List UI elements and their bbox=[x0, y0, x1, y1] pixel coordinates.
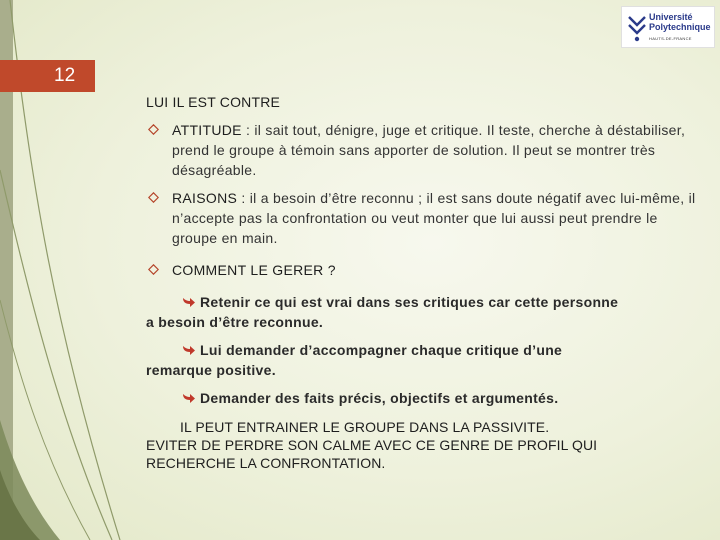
curved-arrow-icon bbox=[182, 344, 196, 356]
bullet-text: : il sait tout, dénigre, juge et critique. Il teste, cherche à déstabiliser, prend le groupe à témoin sans apporter de solution. Il peut se montrer très désagréable. bbox=[172, 122, 686, 178]
bullet-keyword: COMMENT LE GERER ? bbox=[172, 262, 336, 278]
action-text-line2: remarque positive. bbox=[146, 362, 276, 378]
bullet-raisons bbox=[146, 188, 706, 248]
warning-line2: EVITER DE PERDRE SON CALME AVEC CE GENRE DE PROFIL QUI bbox=[146, 437, 598, 453]
action-item bbox=[146, 340, 706, 380]
curved-arrow-icon bbox=[182, 296, 196, 308]
bullet-text: : il a besoin d’être reconnu ; il est sans doute négatif avec lui-même, il n’accepte pas la confrontation ou veut monter que lui aussi peut prendre le groupe en main. bbox=[172, 190, 696, 246]
action-text-line1: Demander des faits précis, objectifs et argumentés. bbox=[200, 390, 559, 406]
warning-line1: IL PEUT ENTRAINER LE GROUPE DANS LA PASSIVITE. bbox=[180, 419, 550, 435]
action-text-line2: a besoin d’être reconnue. bbox=[146, 314, 324, 330]
slide-number-badge bbox=[0, 60, 95, 92]
slide-heading: LUI IL EST CONTRE bbox=[146, 94, 281, 110]
action-item bbox=[146, 388, 706, 408]
logo-text-line1: Université bbox=[649, 12, 693, 22]
action-text-line1: Lui demander d’accompagner chaque critique d’une bbox=[200, 342, 563, 358]
diamond-bullet-icon bbox=[148, 124, 159, 135]
logo-text-line3: HAUTS-DE-FRANCE bbox=[649, 36, 692, 41]
warning-line3: RECHERCHE LA CONFRONTATION. bbox=[146, 455, 386, 471]
action-text-line1: Retenir ce qui est vrai dans ses critiques car cette personne bbox=[200, 294, 619, 310]
action-item bbox=[146, 292, 706, 332]
bullet-keyword: RAISONS bbox=[172, 190, 238, 206]
bullet-comment-le-gerer bbox=[146, 260, 706, 280]
bullet-keyword: ATTITUDE bbox=[172, 122, 242, 138]
curved-arrow-icon bbox=[182, 392, 196, 404]
bullet-attitude bbox=[146, 120, 706, 180]
slide-number: 12 bbox=[54, 65, 76, 86]
warning-paragraph bbox=[146, 418, 706, 472]
diamond-bullet-icon bbox=[148, 192, 159, 203]
logo-mark-icon bbox=[626, 11, 648, 45]
diamond-bullet-icon bbox=[148, 264, 159, 275]
logo-text-line2: Polytechnique bbox=[649, 22, 711, 32]
slide-content bbox=[146, 92, 706, 472]
university-logo bbox=[621, 6, 715, 48]
